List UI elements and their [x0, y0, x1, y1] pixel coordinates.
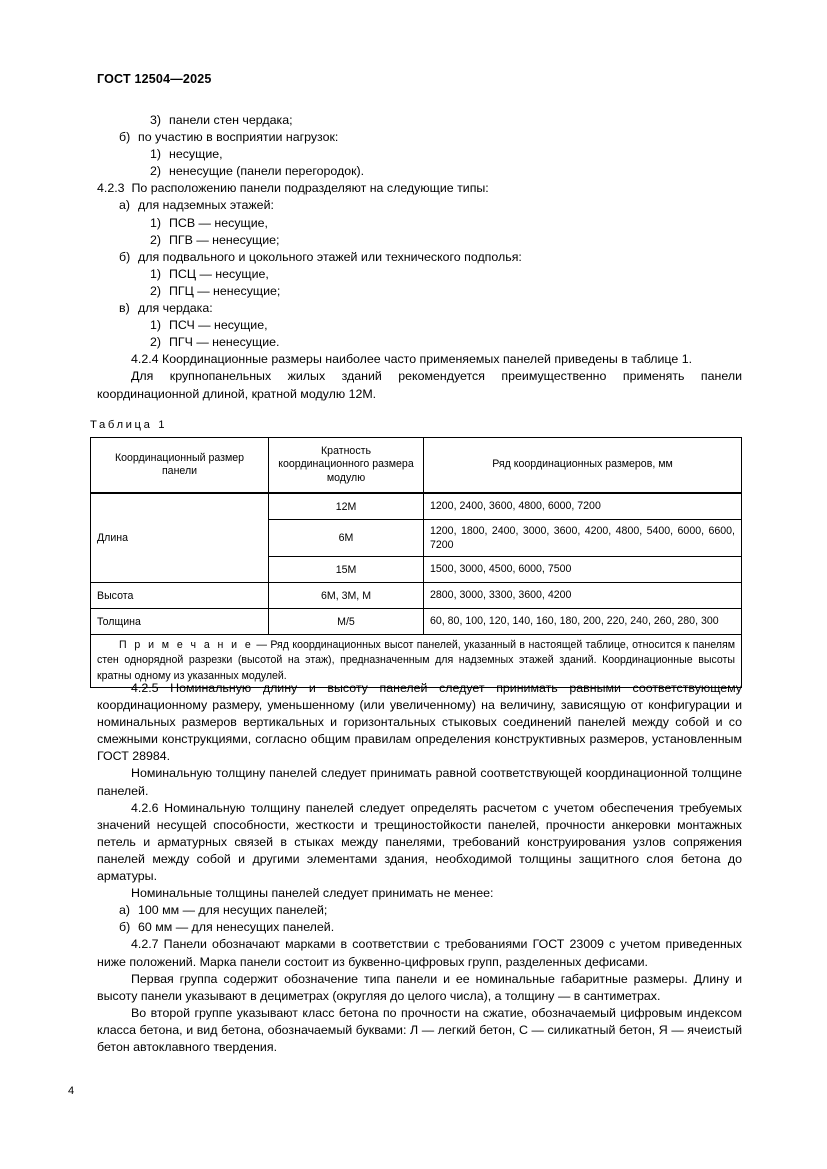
list-marker: 2): [150, 164, 162, 179]
list-item: [97, 146, 742, 163]
list-item: [97, 163, 742, 180]
cell-module: 6М, 3М, М: [269, 583, 424, 609]
list-marker: б): [119, 130, 131, 145]
column-header-module: Кратность координационного размера модулю: [269, 438, 424, 494]
list-item: [97, 197, 742, 214]
page-header: ГОСТ 12504—2025: [97, 72, 212, 86]
list-marker: б): [119, 249, 131, 264]
table-caption: Таблица 1: [90, 419, 168, 431]
list-item: [97, 317, 742, 334]
list-text: ПСЧ — несущие,: [169, 318, 268, 333]
cell-values: 1200, 1800, 2400, 3000, 3600, 4200, 4800, 5400, 6000, 6600, 7200: [424, 520, 742, 557]
clause-text: По расположению панели подразделяют на следующие типы:: [131, 181, 489, 196]
list-text: ПГЦ — ненесущие;: [169, 283, 281, 298]
list-item: [97, 129, 742, 146]
list-item: [97, 215, 742, 232]
list-text: для надземных этажей:: [138, 198, 274, 213]
clause-4-2-3: [97, 180, 742, 197]
list-text: для подвального и цокольного этажей или технического подполья:: [138, 249, 522, 264]
list-marker: 1): [150, 215, 162, 230]
page-number: 4: [68, 1085, 75, 1097]
cell-values: 60, 80, 100, 120, 140, 160, 180, 200, 220, 240, 260, 280, 300: [424, 609, 742, 635]
list-text: ПСВ — несущие,: [169, 215, 268, 230]
list-item: [97, 902, 742, 919]
list-text: для чердака:: [138, 301, 213, 316]
note-text: — Ряд координационных высот панелей, указанный в настоящей таблице, относится к панелям стен однорядной разрезки (высотой на этаж), предназначенным для надземных этажей зданий. Координационные высоты кратны одному из указанных модулей.: [97, 639, 735, 682]
list-marker: 1): [150, 147, 162, 162]
clause-4-2-4-line1: 4.2.4 Координационные размеры наиболее часто применяемых панелей приведены в таблице 1.: [131, 352, 693, 367]
list-text: 100 мм — для несущих панелей;: [138, 903, 328, 918]
clause-4-2-6-para2: Номинальные толщины панелей следует принимать не менее:: [131, 886, 494, 901]
list-marker: а): [119, 198, 131, 213]
cell-values: 2800, 3000, 3300, 3600, 4200: [424, 583, 742, 609]
list-text: 60 мм — для ненесущих панелей.: [138, 920, 335, 935]
list-item: [97, 112, 742, 129]
clause-4-2-6-para1: 4.2.6 Номинальную толщину панелей следует определять расчетом с учетом обеспечения требуемых значений несущей способности, жесткости и трещиностойкости панелей, прочности анкеровки монтажных петель и арматурных связей в стыках между панелями, требований конструирования узлов сопряжения панелей между собой и другими элементами здания, необходимой толщины защитного слоя бетона до арматуры.: [97, 800, 742, 884]
table-row: [91, 583, 742, 609]
lower-body: [97, 680, 742, 1056]
clause-4-2-7-para2: Первая группа содержит обозначение типа панели и ее номинальные габаритные размеры. Длину и высоту панели указывают в дециметрах (округляя до целого числа), а толщину — в сантиметрах.: [97, 971, 742, 1003]
list-text: несущие,: [169, 147, 223, 162]
list-item: [97, 266, 742, 283]
list-item: [97, 232, 742, 249]
list-item: [97, 919, 742, 936]
clause-4-2-7-para3: Во второй группе указывают класс бетона по прочности на сжатие, обозначаемый цифровым индексом класса бетона, и вид бетона, обозначаемый буквами: Л — легкий бетон, С — силикатный бетон, Я — ячеистый бетон автоклавного твердения.: [97, 1005, 742, 1054]
list-text: ПГВ — ненесущие;: [169, 232, 280, 247]
table-header-row: [91, 438, 742, 494]
table-row: [91, 493, 742, 520]
list-marker: в): [119, 301, 130, 316]
table-row: [91, 609, 742, 635]
list-item: [97, 249, 742, 266]
note-label: П р и м е ч а н и е: [119, 639, 253, 652]
cell-values: 1200, 2400, 3600, 4800, 6000, 7200: [424, 493, 742, 520]
upper-body: [97, 112, 742, 403]
list-marker: 2): [150, 335, 162, 350]
clause-4-2-7-para1: 4.2.7 Панели обозначают марками в соответствии с требованиями ГОСТ 23009 с учетом приведенных ниже положений. Марка панели состоит из буквенно-цифровых групп, разделенных дефисами.: [97, 937, 742, 969]
cell-module: 6М: [269, 520, 424, 557]
cell-name-thickness: Толщина: [91, 609, 269, 635]
list-marker: а): [119, 903, 131, 918]
list-marker: 1): [150, 266, 162, 281]
list-marker: 3): [150, 113, 162, 127]
coordination-dimensions-table: [90, 437, 742, 688]
cell-module: 12М: [269, 493, 424, 520]
list-item: [97, 300, 742, 317]
clause-number: 4.2.3: [97, 181, 125, 196]
cell-module: 15М: [269, 557, 424, 583]
list-text: по участию в восприятии нагрузок:: [138, 130, 339, 145]
cell-name-height: Высота: [91, 583, 269, 609]
cell-name-length: Длина: [91, 493, 269, 583]
cell-values: 1500, 3000, 4500, 6000, 7500: [424, 557, 742, 583]
column-header-size: Координационный размер панели: [91, 438, 269, 494]
list-item: [97, 334, 742, 351]
clause-4-2-5-para1: 4.2.5 Номинальную длину и высоту панелей следует принимать равными соответствующему координационному размеру, уменьшенному (или увеличенному) на величину, зависящую от конфигурации и номинальных размеров вертикальных и горизонтальных стыковых соединений панелей между собой и со смежными конструкциями, согласно общим правилам определения конструктивных размеров, установленным ГОСТ 28984.: [97, 681, 742, 764]
cell-module: М/5: [269, 609, 424, 635]
clause-4-2-5-para2: Номинальную толщину панелей следует принимать равной соответствующей координационной толщине панелей.: [97, 766, 742, 798]
list-text: ПГЧ — ненесущие.: [169, 335, 280, 350]
list-marker: б): [119, 920, 131, 935]
clause-4-2-4-line2: Для крупнопанельных жилых зданий рекомендуется преимущественно применять панели координационной длиной, кратной модулю 12М.: [97, 369, 742, 401]
list-text: ненесущие (панели перегородок).: [169, 164, 365, 179]
list-text: панели стен чердака;: [169, 113, 293, 127]
list-marker: 1): [150, 318, 162, 333]
list-text: ПСЦ — несущие,: [169, 266, 269, 281]
list-marker: 2): [150, 232, 162, 247]
column-header-series: Ряд координационных размеров, мм: [424, 438, 742, 494]
list-marker: 2): [150, 283, 162, 298]
list-item: [97, 283, 742, 300]
